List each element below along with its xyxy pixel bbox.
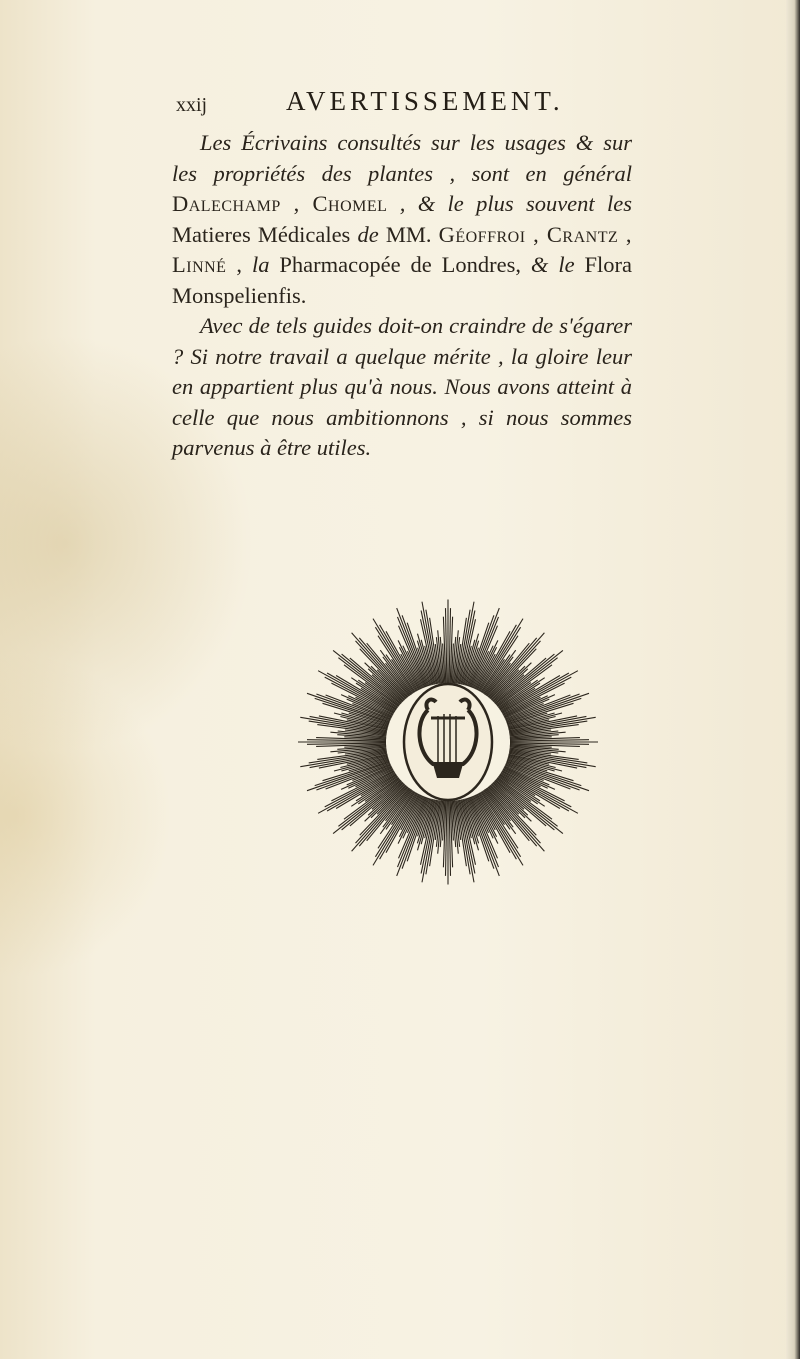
author-names-2: Géoffroi , Crantz , Linné — [172, 221, 632, 277]
page-edge — [786, 0, 800, 1359]
honorific: MM. — [378, 221, 439, 247]
page-header — [176, 86, 696, 122]
lyre-sunburst-vignette-icon — [283, 592, 613, 892]
paragraph-conclusion: Avec de tels guides doit-on craindre de s'égarer ? Si notre travail a quelque mérite , la gloire leur en appartient plus qu'à nous. Nous avons atteint à celle que nous ambitionnons , si nous sommes parvenus à être utiles. — [172, 313, 632, 460]
separator: , — [226, 252, 252, 277]
work-title-pharmacopee: Pharmacopée de Londres, — [269, 252, 531, 277]
work-title-matieres: Matieres Médicales — [172, 221, 358, 247]
sources-connector-2: de — [357, 221, 379, 247]
sources-connector-1: , & le plus souvent les — [387, 191, 632, 216]
page-number: xxij — [176, 94, 208, 116]
work-title-flora: Flora Monspelienfis. — [172, 252, 633, 308]
running-title: AVERTISSEMENT. — [286, 86, 564, 116]
sources-connector-3: & le — [530, 252, 575, 277]
article: la — [251, 252, 270, 277]
body-text — [172, 128, 632, 464]
author-names-1: Dalechamp , Chomel — [172, 191, 388, 216]
sources-intro: Les Écrivains consultés sur les usages & sur les propriétés des plantes , sont en général — [172, 130, 632, 186]
paragraph-sources — [172, 128, 632, 311]
